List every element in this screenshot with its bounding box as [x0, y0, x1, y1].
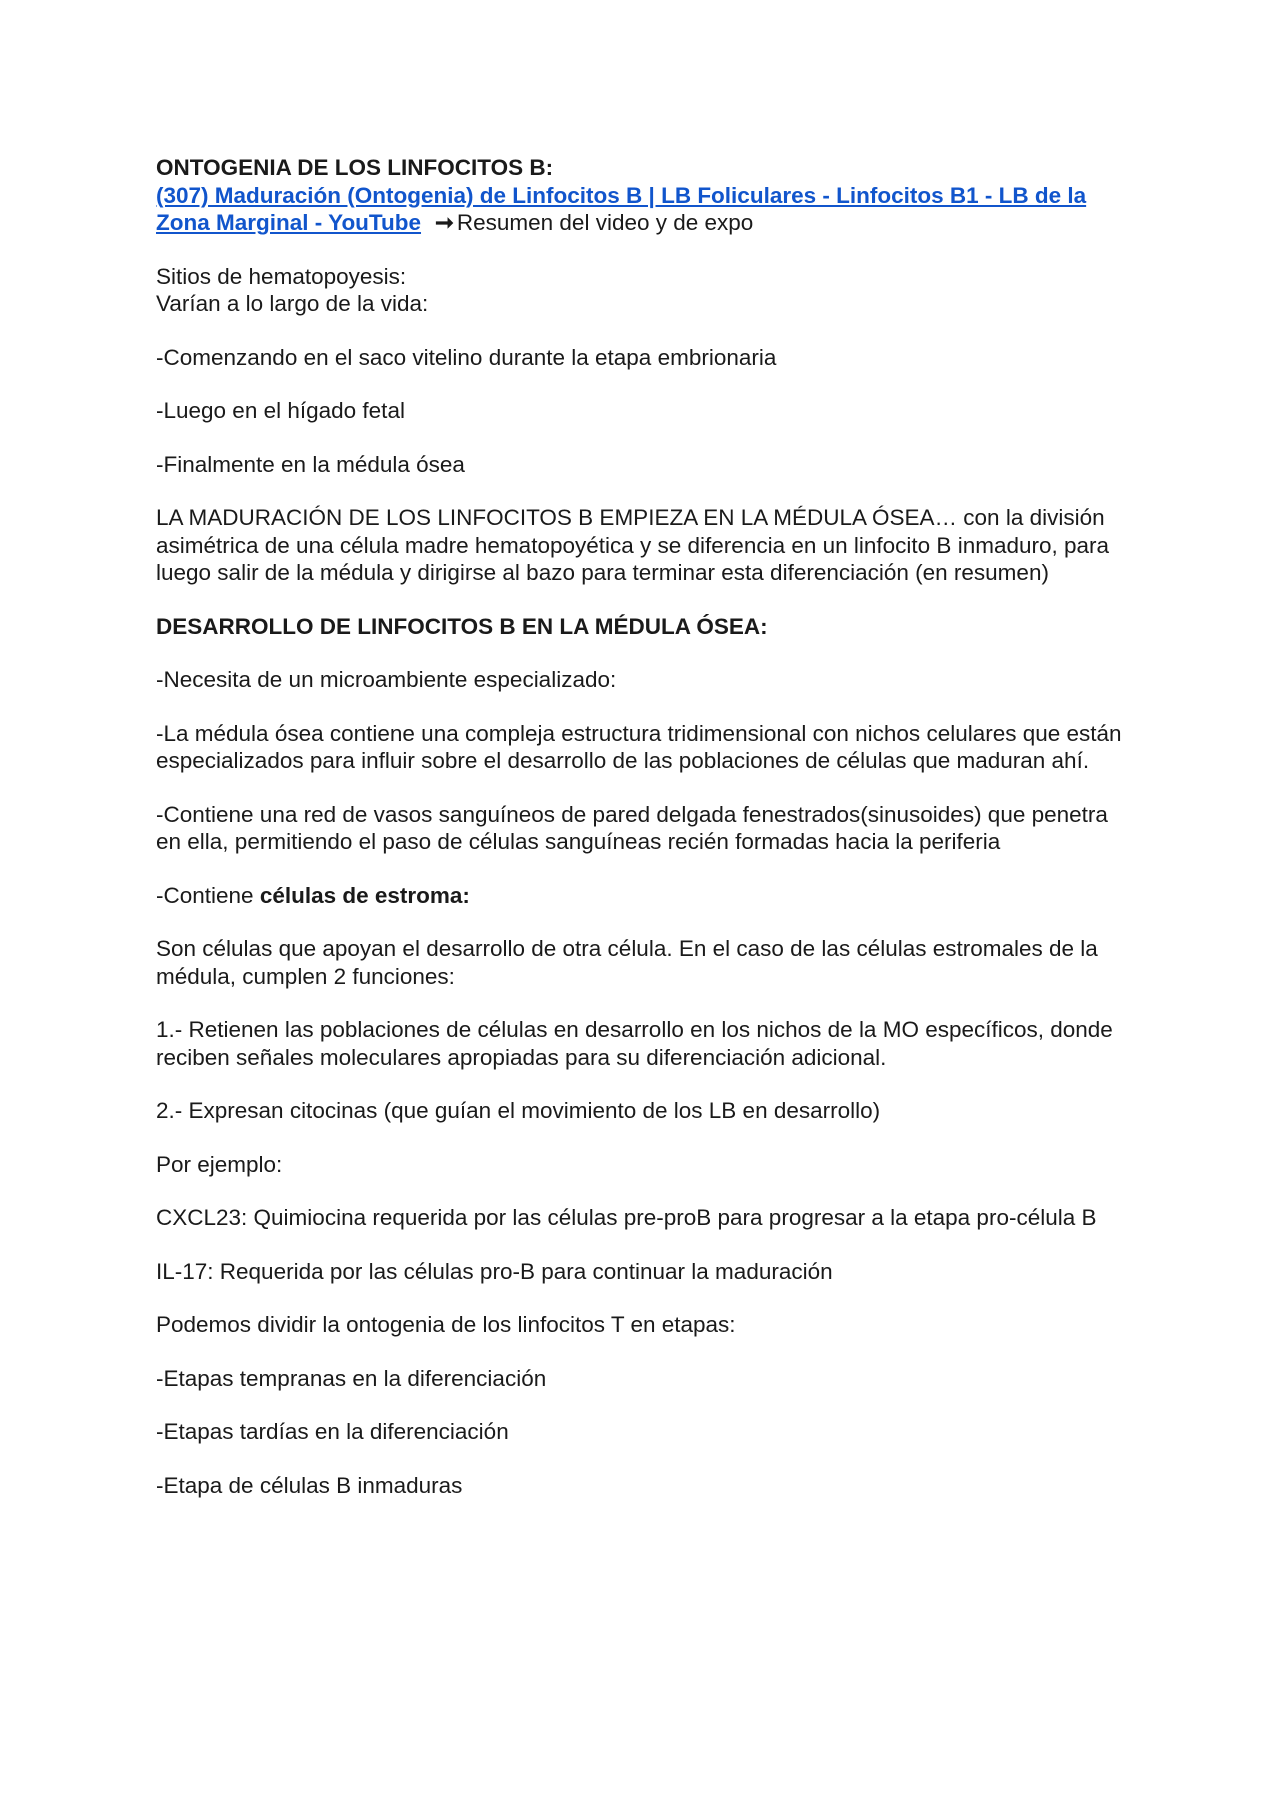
estroma-prefix: -Contiene: [156, 882, 260, 908]
hematopoyesis-item: -Finalmente en la médula ósea: [156, 451, 465, 477]
vasos-text: -Contiene una red de vasos sanguíneos de pared delgada fenestrados(sinusoides) que penetra en ella, permitiendo el paso de células sanguíneas recién formadas hacia la periferia: [156, 801, 1108, 854]
document-page: [156, 154, 1136, 1499]
hematopoyesis-subheading: Varían a lo largo de la vida:: [156, 291, 429, 316]
etapa-item: -Etapas tardías en la diferenciación: [156, 1419, 509, 1444]
etapa-item: -Etapas tempranas en la diferenciación: [156, 1365, 547, 1391]
hematopoyesis-heading: Sitios de hematopoyesis:: [156, 263, 407, 289]
estroma-line: [156, 882, 1136, 910]
funcion-1-text: 1.- Retienen las poblaciones de células en desarrollo en los nichos de la MO específicos, donde reciben señales moleculares apropiadas para su diferenciación adicional.: [156, 1017, 1113, 1070]
video-summary-note: Resumen del video y de expo: [456, 210, 754, 235]
ejemplo-label: Por ejemplo:: [156, 1151, 283, 1177]
cxcl23-text: CXCL23: Quimiocina requerida por las células pre-proB para progresar a la etapa pro-célula B: [156, 1205, 1097, 1230]
etapa-item: -Etapa de células B inmaduras: [156, 1472, 463, 1498]
arrow-icon: ➞: [435, 210, 454, 235]
funcion-2-text: 2.- Expresan citocinas (que guían el movimiento de los LB en desarrollo): [156, 1098, 881, 1123]
estroma-description: Son células que apoyan el desarrollo de otra célula. En el caso de las células estromales de la médula, cumplen 2 funciones:: [156, 936, 1098, 989]
maduracion-paragraph: LA MADURACIÓN DE LOS LINFOCITOS B EMPIEZA EN LA MÉDULA ÓSEA… con la división asimétrica de una célula madre hematopoyética y se diferencia en un linfocito B inmaduro, para luego salir de la médula y dirigirse al bazo para terminar esta diferenciación (en resumen): [156, 505, 1110, 585]
hematopoyesis-item: -Luego en el hígado fetal: [156, 398, 405, 423]
microambiente-text: -Necesita de un microambiente especializado:: [156, 667, 617, 692]
etapas-intro: Podemos dividir la ontogenia de los linfocitos T en etapas:: [156, 1312, 736, 1337]
il17-text: IL-17: Requerida por las células pro-B para continuar la maduración: [156, 1258, 833, 1284]
youtube-video-link[interactable]: (307) Maduración (Ontogenia) de Linfocitos B | LB Foliculares - Linfocitos B1 - LB de la Zona Marginal - YouTube: [156, 182, 1087, 235]
document-title: ONTOGENIA DE LOS LINFOCITOS B:: [156, 155, 554, 180]
desarrollo-heading: DESARROLLO DE LINFOCITOS B EN LA MÉDULA ÓSEA:: [156, 613, 768, 639]
video-reference-line: [156, 182, 1136, 237]
estructura-text: -La médula ósea contiene una compleja estructura tridimensional con nichos celulares que están especializados para influir sobre el desarrollo de las poblaciones de células que maduran ahí.: [156, 720, 1122, 773]
estroma-bold-term: células de estroma:: [259, 882, 470, 908]
hematopoyesis-item: -Comenzando en el saco vitelino durante la etapa embrionaria: [156, 344, 777, 370]
